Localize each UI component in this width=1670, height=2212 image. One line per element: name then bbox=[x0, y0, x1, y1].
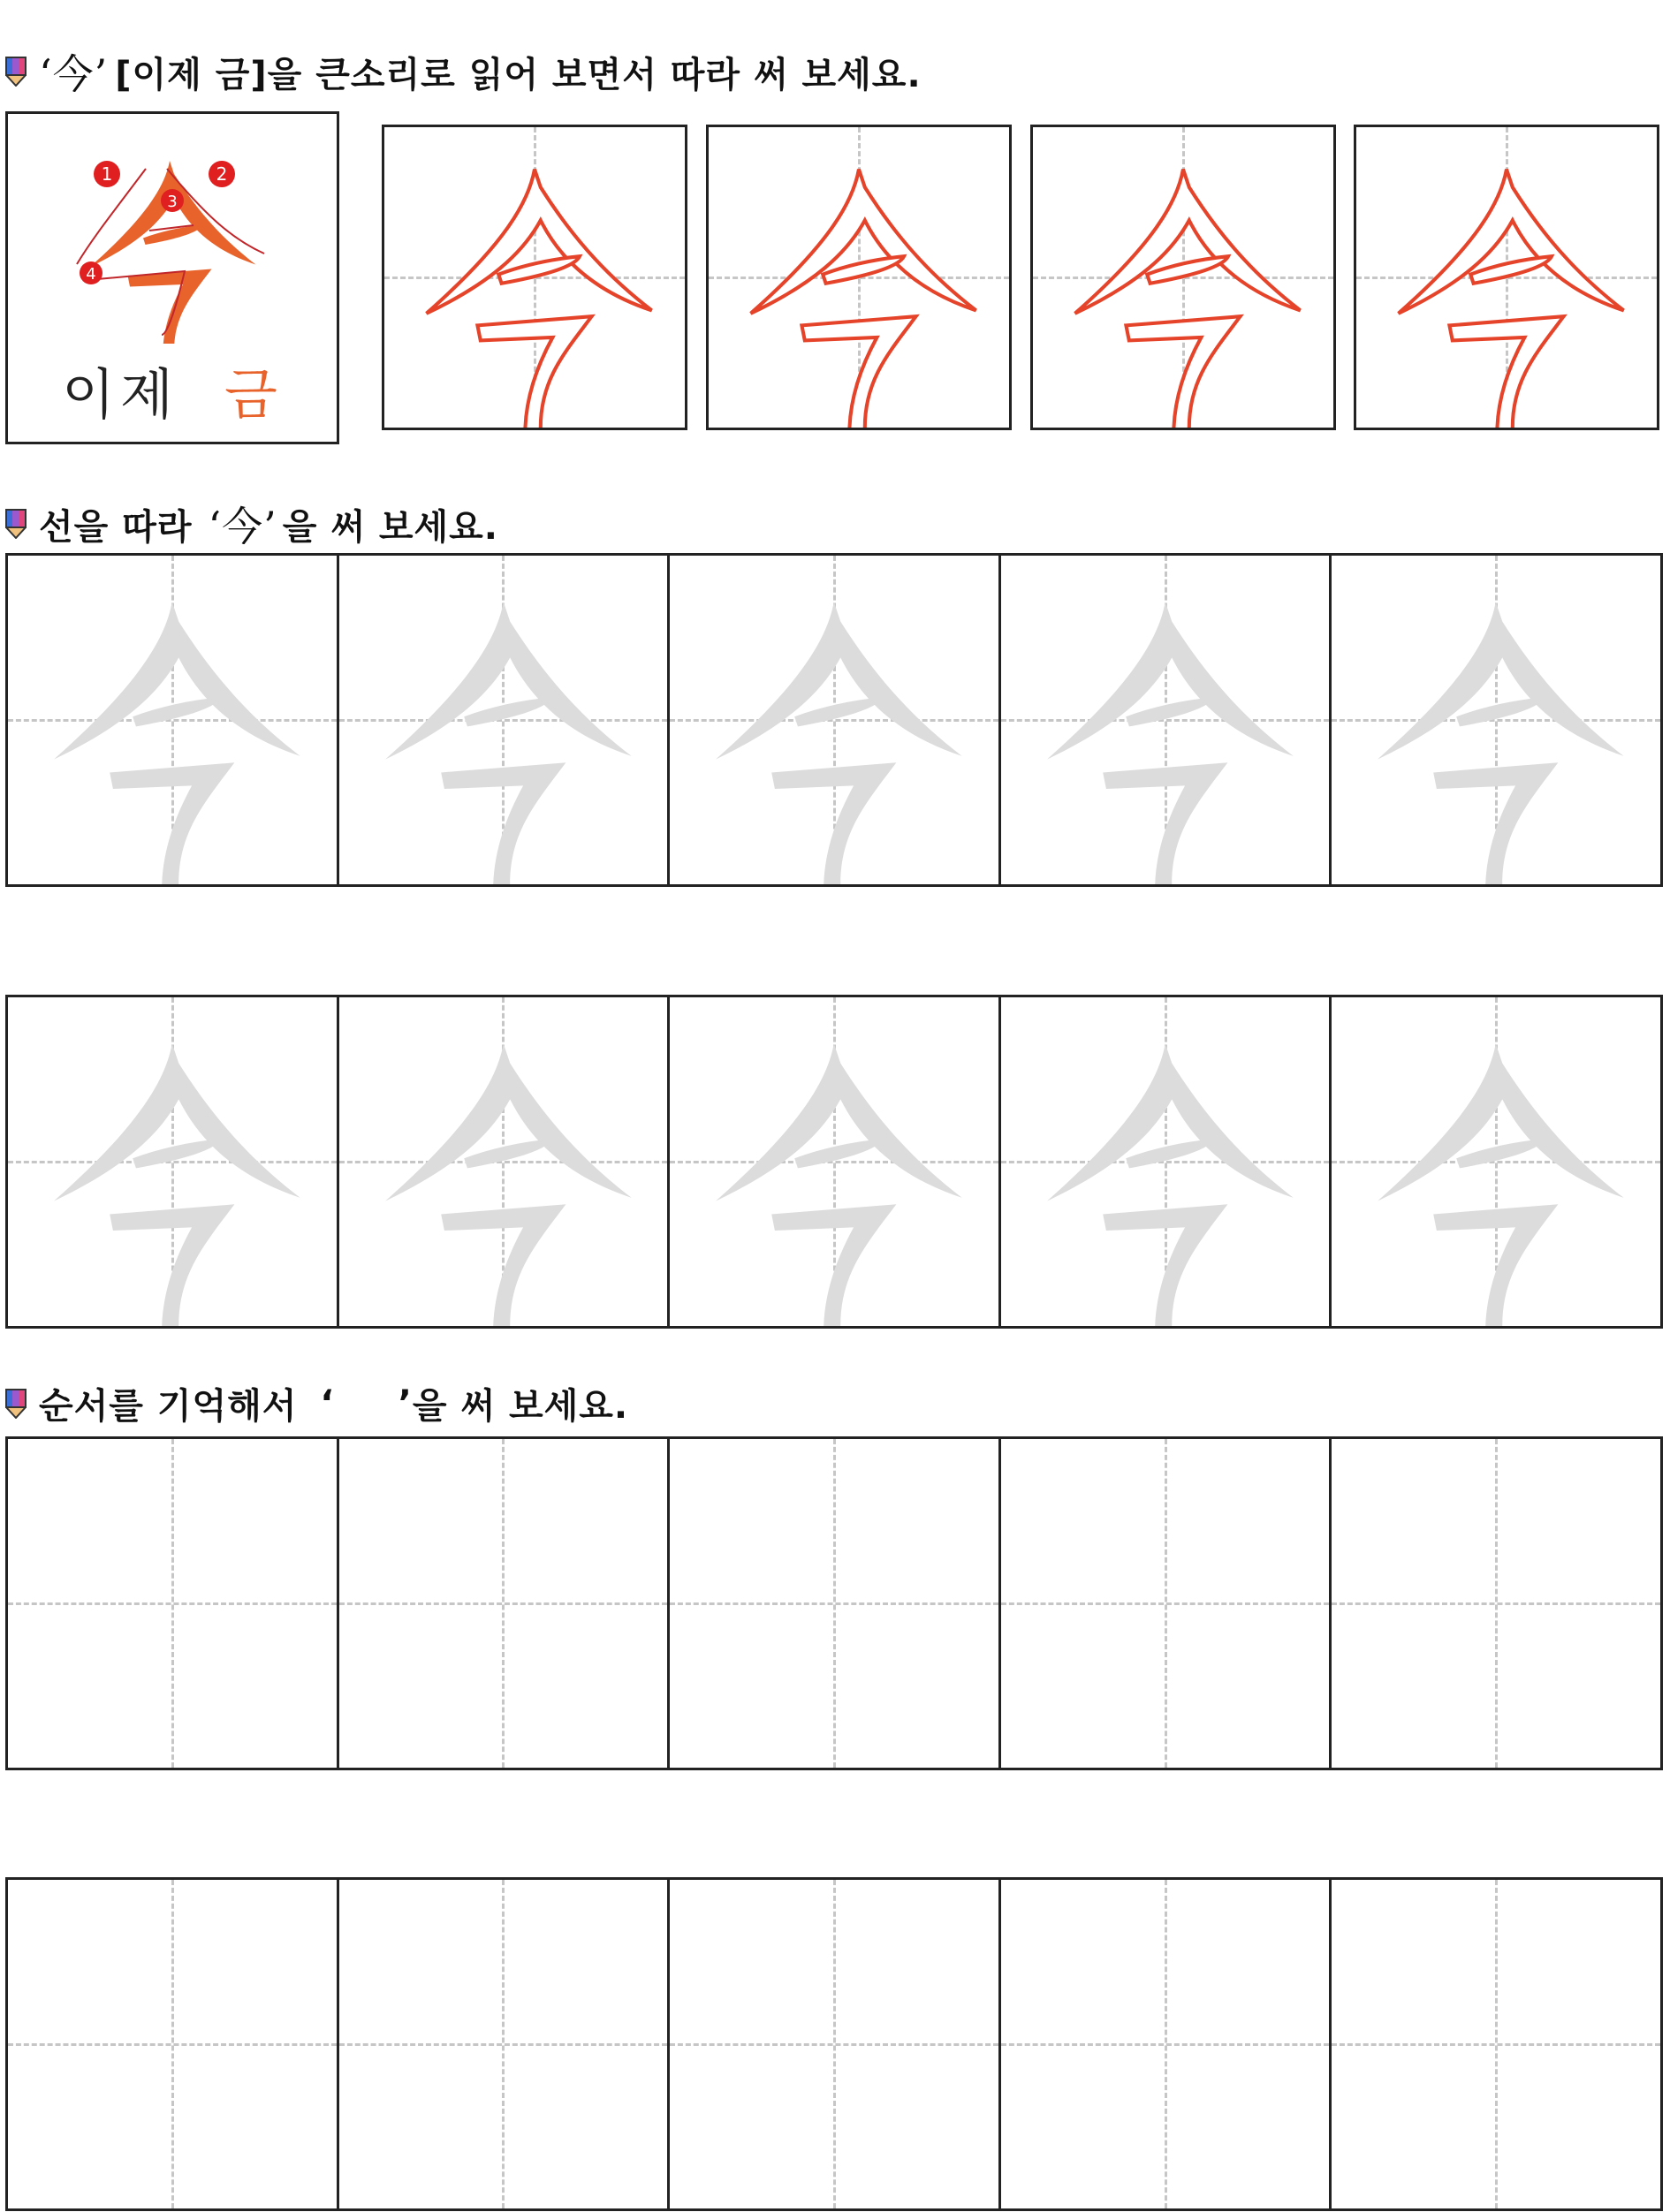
svg-text:1: 1 bbox=[101, 163, 113, 185]
faint-character bbox=[670, 556, 998, 884]
character-quote: ‘今’ bbox=[208, 503, 277, 550]
trace-cell[interactable] bbox=[1332, 556, 1660, 884]
outline-character bbox=[709, 127, 1009, 428]
instruction-suffix: 을 써 보세요. bbox=[412, 1386, 629, 1427]
outline-trace-box-4[interactable] bbox=[1354, 125, 1659, 430]
faint-character bbox=[1332, 556, 1660, 884]
faint-character bbox=[1001, 556, 1330, 884]
instruction-prefix: 선을 따라 bbox=[39, 506, 193, 548]
practice-row-2 bbox=[5, 1877, 1663, 2211]
faint-character bbox=[1001, 997, 1330, 1326]
stroke-number-badges bbox=[80, 161, 235, 284]
outline-trace-box-2[interactable] bbox=[706, 125, 1012, 430]
faint-character bbox=[1332, 997, 1660, 1326]
practice-cell[interactable] bbox=[339, 1880, 671, 2208]
pencil-icon bbox=[5, 1389, 27, 1419]
outline-character bbox=[384, 127, 685, 428]
practice-cell[interactable] bbox=[1001, 1439, 1332, 1768]
instruction-suffix: 을 써 보세요. bbox=[282, 506, 498, 548]
trace-cell[interactable] bbox=[1001, 997, 1332, 1326]
close-quote: ’ bbox=[398, 1382, 413, 1424]
character-quote: ‘今’ bbox=[39, 50, 109, 98]
trace-row-1 bbox=[5, 553, 1663, 887]
outline-character bbox=[1033, 127, 1333, 428]
trace-cell[interactable] bbox=[670, 997, 1001, 1326]
trace-row-2 bbox=[5, 995, 1663, 1329]
practice-cell[interactable] bbox=[1332, 1880, 1660, 2208]
practice-cell[interactable] bbox=[8, 1880, 339, 2208]
outline-trace-box-1[interactable] bbox=[382, 125, 687, 430]
trace-cell[interactable] bbox=[1332, 997, 1660, 1326]
instruction-write-from-memory bbox=[5, 1378, 628, 1428]
faint-character bbox=[339, 556, 668, 884]
svg-text:2: 2 bbox=[216, 163, 228, 185]
stroke-order-diagram bbox=[8, 114, 337, 344]
trace-cell[interactable] bbox=[8, 997, 339, 1326]
faint-character bbox=[670, 997, 998, 1326]
practice-cell[interactable] bbox=[670, 1439, 1001, 1768]
instruction-trace-lines bbox=[5, 495, 498, 553]
practice-row-1 bbox=[5, 1436, 1663, 1770]
faint-character bbox=[339, 997, 668, 1326]
practice-cell[interactable] bbox=[339, 1439, 671, 1768]
svg-text:4: 4 bbox=[86, 265, 96, 284]
trace-cell[interactable] bbox=[670, 556, 1001, 884]
meaning-text: 이제 bbox=[62, 362, 178, 427]
trace-cell[interactable] bbox=[339, 556, 671, 884]
instruction-prefix: 순서를 기억해서 bbox=[39, 1386, 298, 1427]
trace-cell[interactable] bbox=[339, 997, 671, 1326]
faint-character bbox=[8, 556, 337, 884]
trace-cell[interactable] bbox=[8, 556, 339, 884]
character-reading bbox=[8, 351, 337, 429]
trace-cell[interactable] bbox=[1001, 556, 1332, 884]
open-quote: ‘ bbox=[320, 1382, 335, 1424]
practice-cell[interactable] bbox=[8, 1439, 339, 1768]
practice-cell[interactable] bbox=[1001, 1880, 1332, 2208]
outline-character bbox=[1356, 127, 1657, 428]
model-character-box bbox=[5, 111, 339, 444]
instruction-read-aloud bbox=[5, 42, 922, 101]
practice-cell[interactable] bbox=[670, 1880, 1001, 2208]
outline-trace-box-3[interactable] bbox=[1030, 125, 1336, 430]
sound-text: 금 bbox=[224, 362, 283, 427]
svg-text:3: 3 bbox=[167, 193, 178, 211]
practice-cell[interactable] bbox=[1332, 1439, 1660, 1768]
faint-character bbox=[8, 997, 337, 1326]
pencil-icon bbox=[5, 57, 27, 87]
pencil-icon bbox=[5, 509, 27, 539]
instruction-text: [이제 금]을 큰소리로 읽어 보면서 따라 써 보세요. bbox=[115, 54, 922, 95]
